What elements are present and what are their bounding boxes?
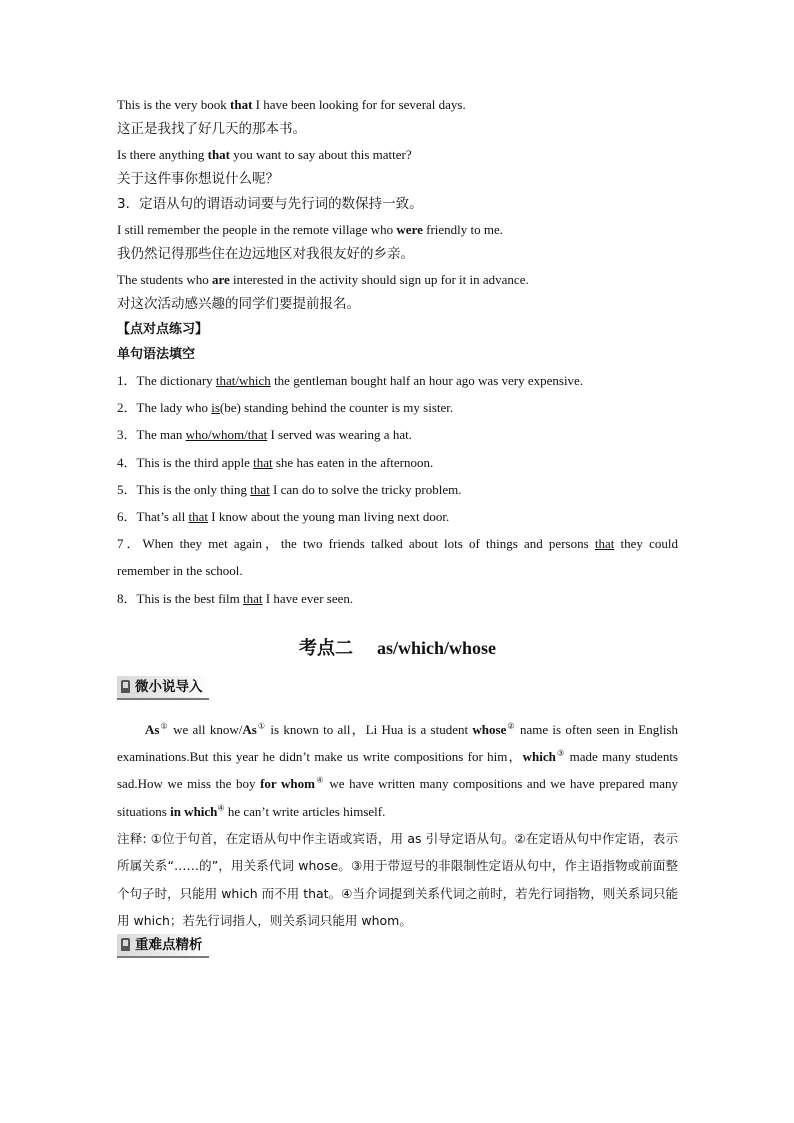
exercise-item: 7．When they met again，the two friends talked about lots of things and persons that they could remember in the school. bbox=[117, 536, 679, 579]
exercise-item: 4．This is the third apple that she has eaten in the afternoon. bbox=[117, 454, 434, 470]
annotation-note: 注释: ①位于句首，在定语从句中作主语或宾语，用 as 引导定语从句。②在定语从句中作定语，表示所属关系“……的”，用关系代词 whose。③用于带逗号的非限制性定语从句中，作主语指物或前面整个句子时，只能用 which 而不用 that。④当介词提到关系代词之前时，若先行词指物，则关系词只能用 which；若先行词指人，则关系词只能用 whom。 bbox=[117, 831, 678, 928]
practice-label: 【点对点练习】 bbox=[117, 322, 209, 337]
exercise-item: 3．The man who/whom/that I served was wearing a hat. bbox=[117, 427, 412, 443]
mini-story-paragraph: As① we all know/As① is known to all，Li Hua is a student whose② name is often seen in English examinations.But this year he didn’t make us write compositions for him，which③ made many students sad.How we miss the boy for whom④ we have written many compositions and we have prepared many situations in which④ he can’t write articles himself. bbox=[117, 721, 679, 819]
example-sentence: I still remember the people in the remote village who were friendly to me. bbox=[117, 222, 504, 237]
example-translation: 我仍然记得那些住在边远地区对我很友好的乡亲。 bbox=[117, 246, 414, 262]
example-sentence: The students who are interested in the activity should sign up for it in advance. bbox=[117, 272, 529, 287]
answer-blank: that bbox=[253, 454, 273, 470]
answer-blank: that/which bbox=[215, 373, 271, 388]
example-translation: 这正是我找了好几天的那本书。 bbox=[117, 121, 306, 137]
exercise-item: 6．That’s all that I know about the young man living next door. bbox=[117, 509, 450, 525]
exercise-item: 1．The dictionary that/which the gentleman bought half an hour ago was very expensive. bbox=[117, 373, 584, 388]
section-banner-analysis: 重难点精析 bbox=[117, 934, 209, 958]
section-title: 考点二 as/which/whose bbox=[298, 637, 497, 659]
answer-blank: that bbox=[250, 481, 270, 497]
example-sentence: Is there anything that you want to say about this matter? bbox=[117, 147, 412, 162]
answer-blank: that bbox=[594, 536, 615, 552]
example-translation: 对这次活动感兴趣的同学们要提前报名。 bbox=[117, 296, 360, 312]
answer-blank: is bbox=[211, 400, 220, 416]
page-content bbox=[117, 92, 678, 958]
example-sentence: This is the very book that I have been looking for for several days. bbox=[117, 97, 466, 112]
answer-blank: that bbox=[243, 590, 263, 606]
answer-blank: that bbox=[188, 509, 208, 525]
exercise-item: 2．The lady who is(be) standing behind the counter is my sister. bbox=[117, 400, 454, 416]
exercise-item: 5．This is the only thing that I can do to solve the tricky problem. bbox=[117, 481, 462, 497]
bookmark-icon bbox=[121, 938, 130, 951]
rule-heading: 3．定语从句的谓语动词要与先行词的数保持一致。 bbox=[117, 196, 423, 212]
section-banner-intro: 微小说导入 bbox=[117, 676, 209, 700]
practice-sublabel: 单句语法填空 bbox=[117, 347, 196, 362]
example-translation: 关于这件事你想说什么呢？ bbox=[117, 171, 279, 187]
answer-blank: who/whom/that bbox=[185, 427, 268, 443]
bookmark-icon bbox=[121, 680, 130, 693]
exercise-item: 8．This is the best film that I have ever seen. bbox=[117, 590, 354, 606]
